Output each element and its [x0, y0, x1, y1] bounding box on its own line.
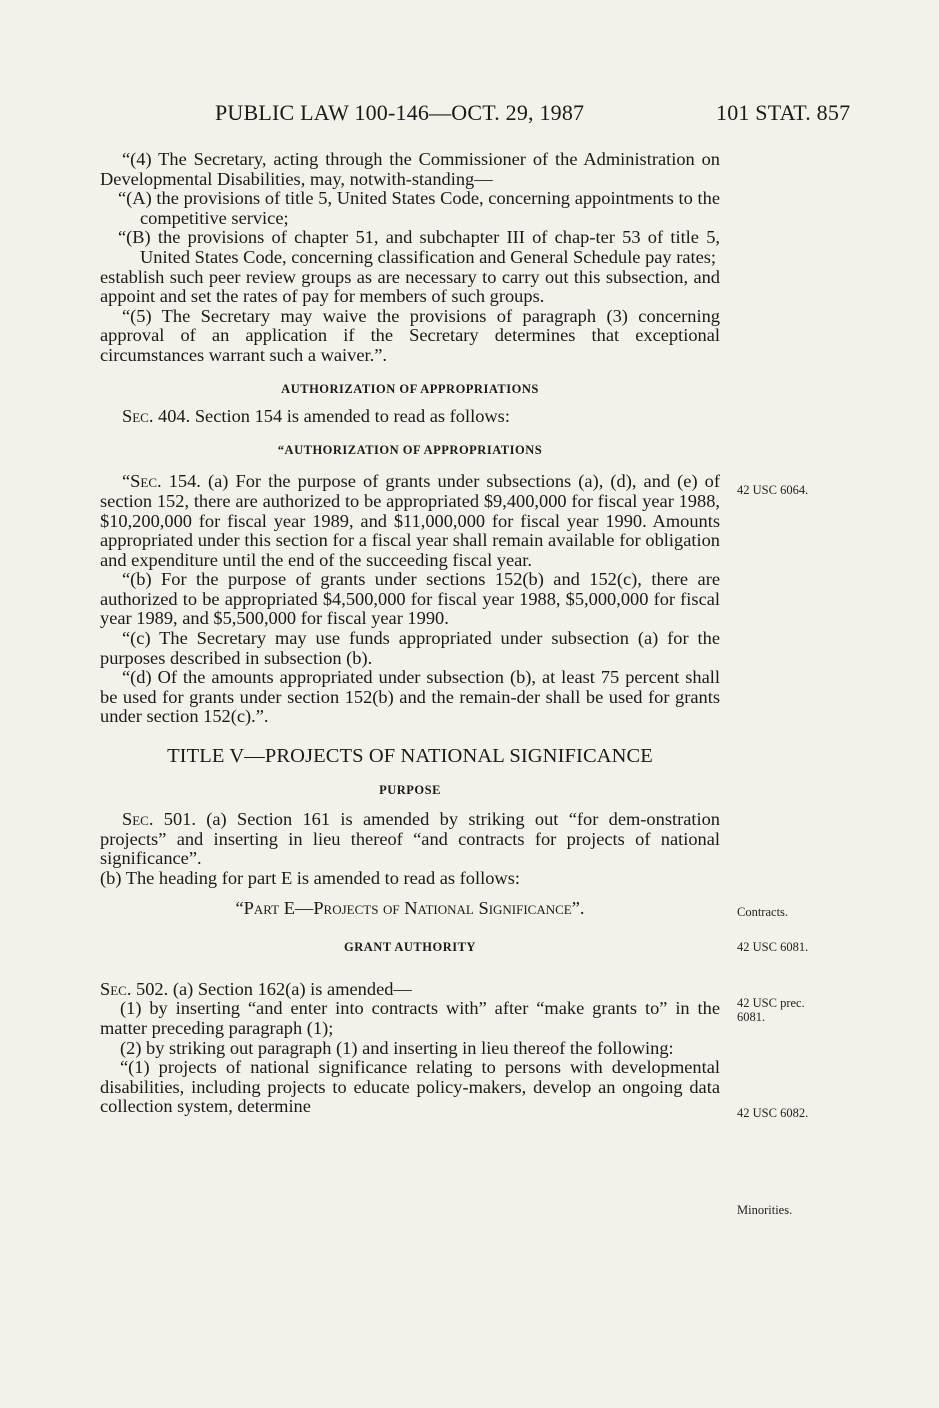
margin-note-42-usc-6082: 42 USC 6082. — [737, 1106, 809, 1120]
heading-grant-authority: GRANT AUTHORITY — [344, 940, 476, 955]
page-citation: 101 STAT. 857 — [716, 100, 851, 125]
section-label: Sec. — [122, 406, 154, 427]
section-501a — [100, 810, 720, 869]
heading-purpose: PURPOSE — [379, 782, 441, 797]
section-label: Sec. — [100, 978, 132, 999]
section-501b: (b) The heading for part E is amended to read as follows: — [100, 868, 520, 888]
margin-note-42-usc-6081: 42 USC 6081. — [737, 940, 809, 954]
heading-authorization: AUTHORIZATION OF APPROPRIATIONS — [281, 381, 539, 396]
margin-note-minorities: Minorities. — [737, 1203, 793, 1217]
section-label: “Sec. — [122, 471, 162, 492]
section-404 — [100, 407, 720, 427]
section-502a-text: 502. (a) Section 162(a) is amended— — [131, 978, 412, 999]
section-502-quoted-1: “(1) projects of national significance relating to persons with developmental disabilities, including projects to educate policy-makers, develop an ongoing data collection system, determine — [100, 1057, 720, 1117]
paragraph-4-intro: “(4) The Secretary, acting through the Commissioner of the Administration on Developmental Disabilities, may, notwith-standing— — [100, 149, 720, 189]
running-header-left: PUBLIC LAW 100-146—OCT. 29, 1987 — [215, 100, 585, 125]
margin-note-42-usc-prec-6081: 42 USC prec. 6081. — [737, 996, 805, 1024]
clause-4b: “(B) the provisions of chapter 51, and subchapter III of chap-ter 53 of title 5, United States Code, concerning classification and General Schedule pay rates; — [118, 227, 720, 267]
statute-body — [100, 150, 720, 1117]
section-501a-text: 501. (a) Section 161 is amended by striking out “for dem-onstration projects” and inserting in lieu thereof “and contracts for projects of national significance”. — [100, 809, 720, 869]
section-154a — [100, 472, 720, 570]
section-label: Sec. — [122, 809, 154, 830]
section-404-text: 404. Section 154 is amended to read as follows: — [153, 406, 510, 427]
section-154d: “(d) Of the amounts appropriated under subsection (b), at least 75 percent shall be used for grants under section 152(b) and the remain-der shall be used for grants under section 152(c).”. — [100, 667, 720, 727]
section-502-item-2: (2) by striking out paragraph (1) and inserting in lieu thereof the following: — [120, 1037, 674, 1058]
clause-4a: “(A) the provisions of title 5, United States Code, concerning appointments to the competitive service; — [118, 188, 720, 228]
section-154c: “(c) The Secretary may use funds appropriated under subsection (a) for the purposes described in subsection (b). — [100, 628, 720, 668]
section-154a-text: 154. (a) For the purpose of grants under subsections (a), (d), and (e) of section 152, there are authorized to be appropriated $9,400,000 for fiscal year 1988, $10,200,000 for fiscal year 1989, and $11,000,000 for fiscal year 1990. Amounts appropriated under this section for a fiscal year shall remain available for obligation and expenditure until the end of the succeeding fiscal year. — [100, 471, 720, 570]
section-502a — [100, 980, 720, 1000]
section-502-item-1: (1) by inserting “and enter into contracts with” after “make grants to” in the matter preceding paragraph (1); — [100, 998, 720, 1038]
part-e-heading: “Part E—Projects of National Significance”. — [235, 897, 585, 918]
section-154b: “(b) For the purpose of grants under sections 152(b) and 152(c), there are authorized to be appropriated $4,500,000 for fiscal year 1988, $5,000,000 for fiscal year 1989, and $5,500,000 for fiscal year 1990. — [100, 569, 720, 629]
paragraph-4-tail: establish such peer review groups as are necessary to carry out this subsection, and appoint and set the rates of pay for members of such groups. — [100, 266, 720, 307]
margin-note-contracts: Contracts. — [737, 905, 789, 919]
heading-authorization-quoted: “AUTHORIZATION OF APPROPRIATIONS — [277, 442, 543, 457]
margin-note-42-usc-6064: 42 USC 6064. — [737, 483, 809, 497]
paragraph-5: “(5) The Secretary may waive the provisions of paragraph (3) concerning approval of an application if the Secretary determines that exceptional circumstances warrant such a waiver.”. — [100, 305, 720, 365]
title-v-heading: TITLE V—PROJECTS OF NATIONAL SIGNIFICANCE — [167, 745, 653, 768]
